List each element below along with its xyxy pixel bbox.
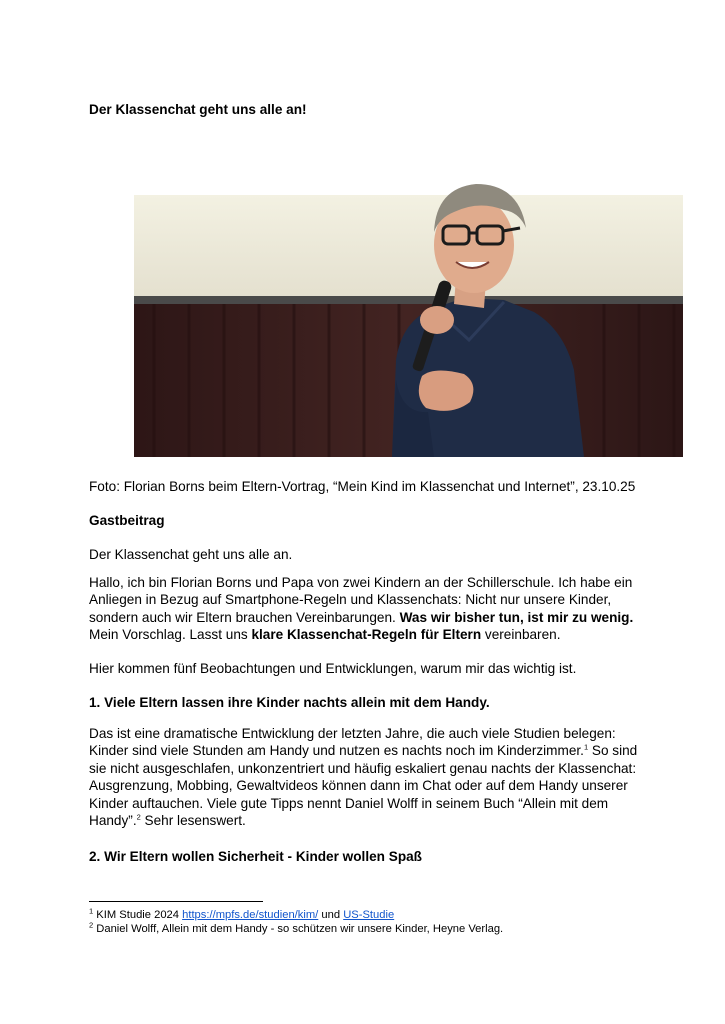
paragraph-point-1: Das ist eine dramatische Entwicklung der letzten Jahre, die auch viele Studien belegen: Kinder sind viele Stunden am Handy und nutzen es nachts noch im Kinderzimmer.$^1$ So sind sie nicht ausgeschlafen, unkonzentriert und häufig eskaliert genau nachts der Klassenchat: Ausgrenzung, Mobbing, Gewaltvideos können dann im Chat oder auf dem Handy unserer Kinder auftauchen. Viele gute Tipps nennt Daniel Wolff in seinem Buch “Allein mit dem Handy”.$^2$ Sehr lesenswert. [89, 726, 638, 829]
link-us-studie[interactable]: US-Studie [343, 909, 395, 921]
footnote-ref-1[interactable]: 1 [583, 742, 589, 752]
photo-caption: Foto: Florian Borns beim Eltern-Vortrag, “Mein Kind im Klassenchat und Internet”, 23.10.25 [89, 479, 636, 494]
paragraph-greeting: Hallo, ich bin Florian Borns und Papa von zwei Kindern an der Schillerschule. Ich habe ein Anliegen in Bezug auf Smartphone-Regeln und Klassenchats: Nicht nur unsere Kinder, sondern auch wir Eltern brauchen Vereinbarungen. Was wir bisher tun, ist mir zu wenig. Mein Vorschlag. Lasst uns klare Klassenchat-Regeln für Eltern vereinbaren. [89, 575, 634, 643]
document-title: Der Klassenchat geht uns alle an! [89, 102, 307, 117]
photo-illustration [134, 170, 683, 457]
footnote-1: $^1$ KIM Studie 2024 https://mpfs.de/studien/kim/ und US-Studie [89, 906, 395, 921]
footnote-divider [89, 901, 263, 902]
heading-point-2: 2. Wir Eltern wollen Sicherheit - Kinder wollen Spaß [89, 849, 422, 864]
footnote-ref-2[interactable]: 2 [136, 812, 141, 822]
intro-paragraph: Der Klassenchat geht uns alle an. [89, 547, 293, 562]
footnote-2: $^2$ Daniel Wolff, Allein mit dem Handy - so schützen wir unsere Kinder, Heyne Verlag. [89, 920, 504, 935]
heading-point-1: 1. Viele Eltern lassen ihre Kinder nachts allein mit dem Handy. [89, 695, 490, 710]
paragraph-observations: Hier kommen fünf Beobachtungen und Entwicklungen, warum mir das wichtig ist. [89, 661, 577, 676]
link-kim-studie[interactable]: https://mpfs.de/studien/kim/ [182, 909, 319, 921]
emphasis-too-little: Was wir bisher tun, ist mir zu wenig. [399, 609, 634, 625]
section-label: Gastbeitrag [89, 513, 165, 528]
speaker-photo [134, 170, 683, 457]
emphasis-rules: klare Klassenchat-Regeln für Eltern [251, 627, 482, 643]
